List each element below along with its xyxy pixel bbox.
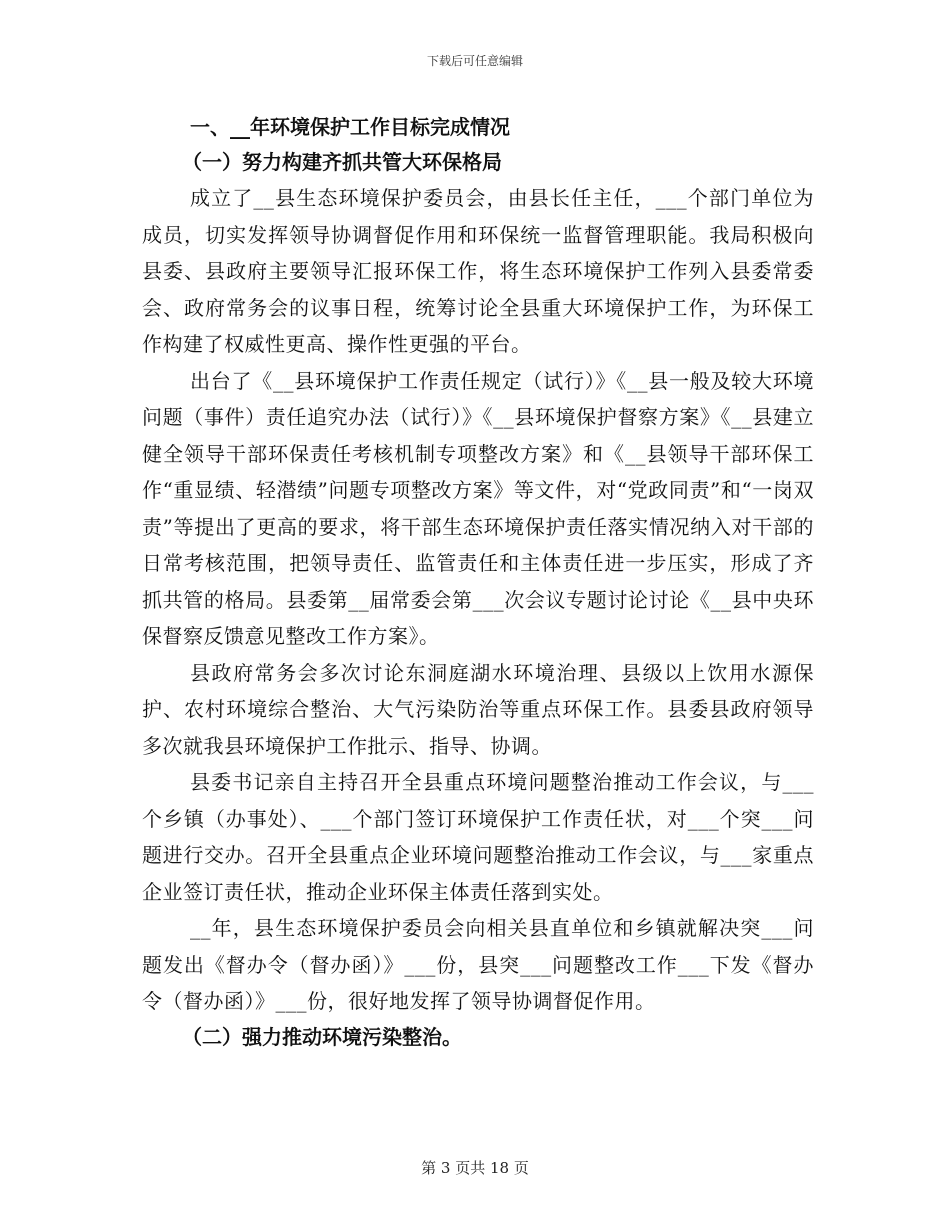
paragraph-3: 县政府常务会多次讨论东洞庭湖水环境治理、县级以上饮用水源保护、农村环境综合整治、大气污染防治等重点环保工作。县委县政府领导多次就我县环境保护工作批示、指导、协调。 bbox=[142, 660, 814, 758]
document-body bbox=[142, 110, 814, 1055]
paragraph-2: 出台了《__县环境保护工作责任规定（试行）》《__县一般及较大环境问题（事件）责任追究办法（试行）》《__县环境保护督察方案》《__县建立健全领导干部环保责任考核机制专项整改方案》和《__县领导干部环保工作“重显绩、轻潜绩”问题专项整改方案》等文件，对“党政同责”和“一岗双责”等提出了更高的要求，将干部生态环境保护责任落实情况纳入对干部的日常考核范围，把领导责任、监管责任和主体责任进一步压实，形成了齐抓共管的格局。县委第__届常委会第___次会议专题讨论讨论《__县中央环保督察反馈意见整改工作方案》。 bbox=[142, 368, 814, 648]
paragraph-5: __年，县生态环境保护委员会向相关县直单位和乡镇就解决突___问题发出《督办令（督办函）》___份，县突___问题整改工作___下发《督办令（督办函）》___份，很好地发挥了领导协调督促作用。 bbox=[142, 916, 814, 1013]
page-number: 第 3 页共 18 页 bbox=[421, 1159, 529, 1177]
paragraph-4: 县委书记亲自主持召开全县重点环境问题整治推动工作会议，与___个乡镇（办事处）、___个部门签订环境保护工作责任状，对___个突___问题进行交办。召开全县重点企业环境问题整治推动工作会议，与___家重点企业签订责任状，推动企业环保主体责任落到实处。 bbox=[142, 770, 814, 904]
paragraph-1: 成立了__县生态环境保护委员会，由县长任主任，___个部门单位为成员，切实发挥领导协调督促作用和环保统一监督管理职能。我局积极向县委、县政府主要领导汇报环保工作，将生态环境保护工作列入县委常委会、政府常务会的议事日程，统筹讨论全县重大环境保护工作，为环保工作构建了权威性更高、操作性更强的平台。 bbox=[142, 186, 814, 356]
subsection-heading-1: （一）努力构建齐抓共管大环保格局 bbox=[182, 150, 502, 174]
subsection-heading-2: （二）强力推动环境污染整治。 bbox=[182, 1024, 462, 1049]
section-heading-1: 一、__年环境保护工作目标完成情况 bbox=[190, 115, 510, 139]
page-header-note: 下载后可任意编辑 bbox=[426, 54, 523, 68]
